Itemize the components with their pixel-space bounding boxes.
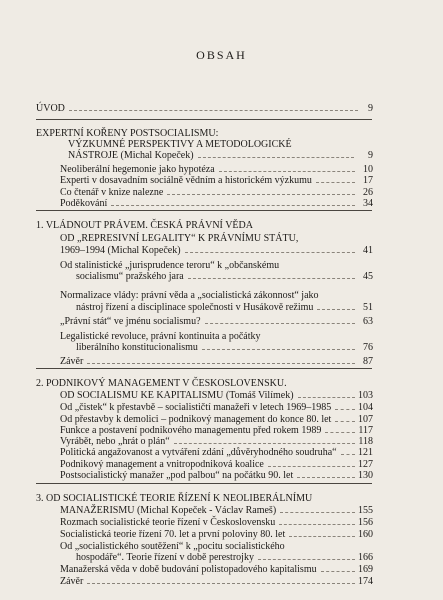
toc-entry-title: Od přestavby k demolici – podnikový management do konce 80. let <box>60 414 332 425</box>
toc-entry-page: 26 <box>363 187 373 198</box>
section-divider <box>36 483 372 484</box>
toc-entry-title: Vyrábět, nebo „hrát o plán“ <box>60 436 170 447</box>
toc-entry-title: OD SOCIALISMU KE KAPITALISMU (Tomáš Vilímek) <box>60 390 294 401</box>
toc-entry-title: Funkce a postavení podnikového managementu před rokem 1989 <box>60 425 322 436</box>
toc-entry-title: Legalistické revoluce, právní kontinuita a počátky <box>60 331 261 342</box>
toc-entry-title: Závěr <box>60 576 84 587</box>
leader-dots <box>335 421 355 422</box>
leader-dots <box>335 409 355 410</box>
leader-dots <box>198 157 354 158</box>
toc-entry <box>0 219 443 232</box>
toc-entry-page: 9 <box>368 103 373 114</box>
toc-entry-page: 155 <box>358 505 373 516</box>
toc-entry <box>0 575 443 588</box>
leader-dots <box>298 397 355 398</box>
toc-entry-title: Experti v dosavadním sociálně vědním a historickém výzkumu <box>60 175 312 186</box>
leader-dots <box>174 443 355 444</box>
toc-entry-title: Od stalinistické „jurisprudence teroru“ k „občanskému <box>60 260 280 271</box>
toc-entry-title: Politická angažovanost a vytváření zdání „důvěryhodného soudruha“ <box>60 447 337 458</box>
toc-entry-page: 41 <box>363 245 373 256</box>
leader-dots <box>69 110 358 111</box>
toc-entry-title: MANAŽERISMU (Michal Kopeček - Václav Rameš) <box>60 505 277 516</box>
leader-dots <box>268 466 355 467</box>
toc-entry-title: ÚVOD <box>36 103 65 114</box>
toc-entry-title: Podnikový management a vnitropodniková koalice <box>60 459 264 470</box>
toc-entry-title: Postsocialistický manažer „pod palbou“ na počátku 90. let <box>60 470 294 481</box>
toc-entry-title: Neoliberální hegemonie jako hypotéza <box>60 164 215 175</box>
toc-entry-page: 17 <box>363 175 373 186</box>
leader-dots <box>258 559 355 560</box>
toc-entry <box>0 355 443 368</box>
toc-entry <box>0 341 443 354</box>
toc-entry <box>0 244 443 257</box>
toc-entry-title: Rozmach socialistické teorie řízení v Československu <box>60 517 276 528</box>
section-divider <box>36 119 372 120</box>
leader-dots <box>317 309 355 310</box>
toc-entry-title: Od „socialistického soutěžení“ k „pocitu socialistického <box>60 541 285 552</box>
toc-entry <box>0 102 443 115</box>
leader-dots <box>325 432 355 433</box>
toc-entry-title: NÁSTROJE (Michal Kopeček) <box>68 150 194 161</box>
leader-dots <box>188 278 355 279</box>
toc-entry-title: socialismu“ pražského jara <box>76 271 184 282</box>
toc-entry-page: 127 <box>358 459 373 470</box>
page-heading: OBSAH <box>196 48 247 62</box>
toc-entry-page: 107 <box>358 414 373 425</box>
toc-entry-title: liberálního konstitucionalismu <box>76 342 198 353</box>
toc-entry-page: 118 <box>358 436 373 447</box>
leader-dots <box>289 536 355 537</box>
toc-entry-page: 63 <box>363 316 373 327</box>
toc-entry <box>0 149 443 162</box>
toc-entry-title: hospodáře“. Teorie řízení v době perestrojky <box>76 552 254 563</box>
toc-entry-page: 9 <box>368 150 373 161</box>
toc-entry <box>0 315 443 328</box>
toc-entry <box>0 469 443 482</box>
toc-entry <box>0 301 443 314</box>
toc-entry-page: 76 <box>363 342 373 353</box>
toc-entry-title: Poděkování <box>60 198 108 209</box>
leader-dots <box>316 182 355 183</box>
toc-entry-title: Závěr <box>60 356 84 367</box>
leader-dots <box>87 583 355 584</box>
toc-entry-page: 174 <box>358 576 373 587</box>
toc-entry-page: 169 <box>358 564 373 575</box>
toc-entry-page: 34 <box>363 198 373 209</box>
toc-entry <box>0 197 443 210</box>
toc-entry-title: OD „REPRESIVNÍ LEGALITY“ K PRÁVNÍMU STÁTU, <box>60 233 299 244</box>
leader-dots <box>167 194 355 195</box>
toc-entry-page: 166 <box>358 552 373 563</box>
toc-entry-title: Socialistická teorie řízení 70. let a první poloviny 80. let <box>60 529 286 540</box>
leader-dots <box>297 477 355 478</box>
toc-entry <box>0 270 443 283</box>
leader-dots <box>111 205 355 206</box>
section-divider <box>36 368 372 369</box>
toc-entry-page: 156 <box>358 517 373 528</box>
toc-entry-title: 3. OD SOCIALISTICKÉ TEORIE ŘÍZENÍ K NEOLIBERÁLNÍMU <box>36 493 313 504</box>
leader-dots <box>205 323 355 324</box>
toc-entry-page: 130 <box>358 470 373 481</box>
leader-dots <box>87 363 355 364</box>
leader-dots <box>185 252 355 253</box>
toc-entry-page: 51 <box>363 302 373 313</box>
toc-entry-title: Od „čistek“ k přestavbě – socialističtí manažeři v letech 1969–1985 <box>60 402 332 413</box>
leader-dots <box>280 512 355 513</box>
toc-entry-page: 121 <box>358 447 373 458</box>
leader-dots <box>279 524 355 525</box>
toc-entry-page: 45 <box>363 271 373 282</box>
toc-entry-title: 1. VLÁDNOUT PRÁVEM. ČESKÁ PRÁVNÍ VĚDA <box>36 220 253 231</box>
leader-dots <box>202 349 355 350</box>
toc-entry-title: Manažerská věda v době budování polistopadového kapitalismu <box>60 564 317 575</box>
toc-entry-page: 103 <box>358 390 373 401</box>
toc-entry-page: 104 <box>358 402 373 413</box>
toc-entry-title: 1969–1994 (Michal Kopeček) <box>60 245 181 256</box>
toc-entry-page: 117 <box>358 425 373 436</box>
toc-entry-title: „Právní stát“ ve jménu socialismu? <box>60 316 201 327</box>
toc-entry-title: VÝZKUMNÉ PERSPEKTIVY A METODOLOGICKÉ <box>68 139 292 150</box>
toc-entry-title: 2. PODNIKOVÝ MANAGEMENT V ČESKOSLOVENSKU. <box>36 378 287 389</box>
toc-entry-title: nástroj řízení a disciplinace společnosti v Husákově režimu <box>76 302 314 313</box>
toc-entry-title: EXPERTNÍ KOŘENY POSTSOCIALISMU: <box>36 128 219 139</box>
toc-entry-page: 160 <box>358 529 373 540</box>
toc-entry-title: Normalizace vlády: právní věda a „socialistická zákonnost“ jako <box>60 290 319 301</box>
toc-entry-title: Co čtenář v knize nalezne <box>60 187 164 198</box>
section-divider <box>36 210 372 211</box>
leader-dots <box>219 171 355 172</box>
toc-entry-page: 10 <box>363 164 373 175</box>
leader-dots <box>321 571 355 572</box>
leader-dots <box>341 454 355 455</box>
toc-entry-page: 87 <box>363 356 373 367</box>
